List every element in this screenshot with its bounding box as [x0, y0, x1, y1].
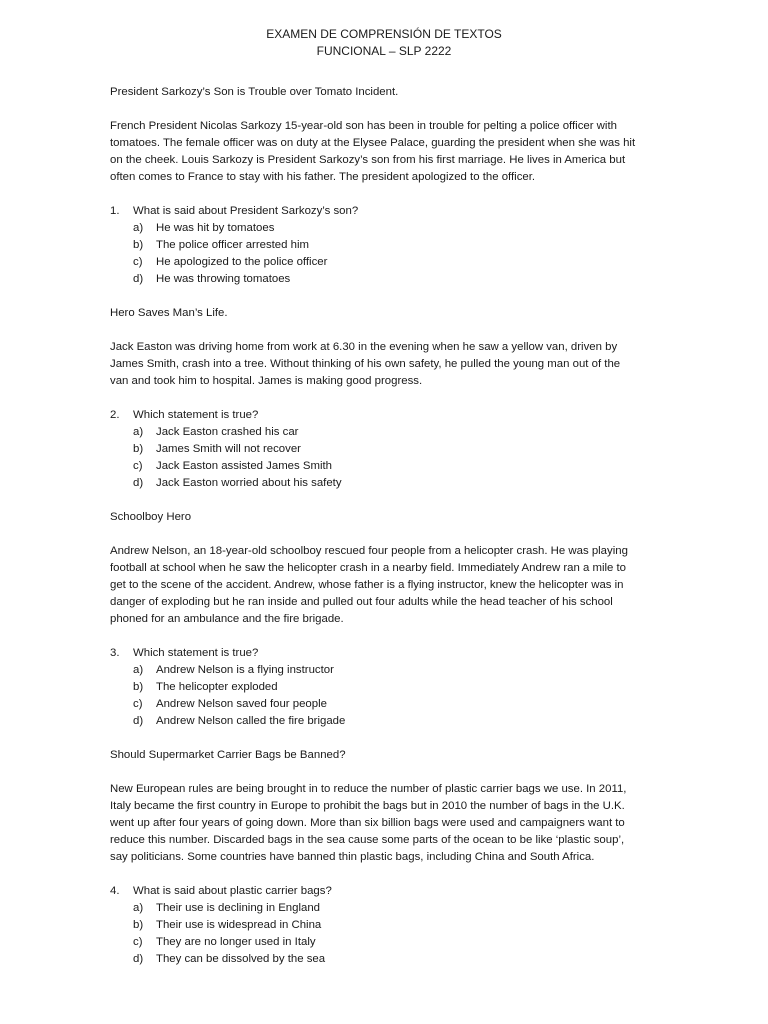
- option-text: Jack Easton assisted James Smith: [156, 460, 332, 472]
- option-item: [133, 271, 658, 288]
- section-title: Schoolboy Hero: [110, 511, 192, 523]
- section-1: [110, 84, 658, 288]
- question-1: [110, 203, 658, 288]
- paragraph-line: Italy became the first country in Europe to prohibit the bags but in 2010 the number of bags in the U.K.: [110, 800, 625, 812]
- option-letter: d): [133, 273, 144, 285]
- header-line-1: EXAMEN DE COMPRENSIÓN DE TEXTOS: [266, 27, 502, 41]
- option-item: [133, 951, 658, 968]
- option-item: [133, 254, 658, 271]
- paragraph-line: reduce this number. Discarded bags in the sea cause some parts of the ocean to be like ‘plastic soup’,: [110, 834, 625, 846]
- paragraph-line: football at school when he saw the helicopter crash in a nearby field. Immediately Andrew ran a mile to: [110, 562, 627, 574]
- option-item: [133, 900, 658, 917]
- question-stem: [110, 203, 658, 220]
- option-letter: a): [133, 426, 144, 438]
- paragraph-line: get to the scene of the accident. Andrew, whose father is a flying instructor, knew the helicopter was in: [110, 579, 624, 591]
- question-stem: [110, 407, 658, 424]
- paragraph-line: danger of exploding but he ran inside and pulled out four adults while the head teacher of his school: [110, 596, 613, 608]
- option-text: Their use is widespread in China: [156, 919, 322, 931]
- question-text: What is said about President Sarkozy’s son?: [133, 205, 359, 217]
- option-letter: d): [133, 953, 144, 965]
- option-list: [133, 220, 658, 288]
- question-number: 4.: [110, 885, 120, 897]
- paragraph-line: James Smith, crash into a tree. Without thinking of his own safety, he pulled the young man out of the: [110, 358, 621, 370]
- option-letter: a): [133, 664, 144, 676]
- option-text: Jack Easton crashed his car: [156, 426, 299, 438]
- option-text: Jack Easton worried about his safety: [156, 477, 342, 489]
- paragraph-line: went up after four years of going down. More than six billion bags were used and campaigners want to: [110, 817, 625, 829]
- option-letter: c): [133, 460, 143, 472]
- question-4: [110, 883, 658, 968]
- option-item: [133, 917, 658, 934]
- option-text: The helicopter exploded: [156, 681, 278, 693]
- option-text: The police officer arrested him: [156, 239, 310, 251]
- option-list: [133, 662, 658, 730]
- option-text: Andrew Nelson is a flying instructor: [156, 664, 334, 676]
- paragraph-line: van and took him to hospital. James is making good progress.: [110, 375, 423, 387]
- option-letter: c): [133, 698, 143, 710]
- option-item: [133, 237, 658, 254]
- paragraph-line: phoned for an ambulance and the fire brigade.: [110, 613, 344, 625]
- option-text: He was hit by tomatoes: [156, 222, 275, 234]
- section-paragraph: [110, 543, 658, 628]
- option-letter: b): [133, 443, 144, 455]
- option-text: He apologized to the police officer: [156, 256, 328, 268]
- question-2: [110, 407, 658, 492]
- paragraph-line: often comes to France to stay with his father. The president apologized to the officer.: [110, 171, 536, 183]
- question-text: What is said about plastic carrier bags?: [133, 885, 332, 897]
- paragraph-line: Andrew Nelson, an 18-year-old schoolboy rescued four people from a helicopter crash. He was playing: [110, 545, 628, 557]
- page-content: [110, 26, 658, 985]
- option-item: [133, 475, 658, 492]
- option-text: James Smith will not recover: [156, 443, 301, 455]
- question-stem: [110, 645, 658, 662]
- question-number: 1.: [110, 205, 120, 217]
- question-text: Which statement is true?: [133, 409, 259, 421]
- section-paragraph: [110, 118, 658, 186]
- option-item: [133, 679, 658, 696]
- question-number: 2.: [110, 409, 120, 421]
- option-letter: c): [133, 936, 143, 948]
- option-item: [133, 934, 658, 951]
- option-list: [133, 900, 658, 968]
- paragraph-line: New European rules are being brought in to reduce the number of plastic carrier bags we use. In 2011,: [110, 783, 627, 795]
- option-letter: b): [133, 919, 144, 931]
- section-paragraph: [110, 339, 658, 390]
- paragraph-line: on the cheek. Louis Sarkozy is President Sarkozy’s son from his first marriage. He lives in America but: [110, 154, 626, 166]
- section-4: [110, 747, 658, 968]
- section-title: Should Supermarket Carrier Bags be Banned?: [110, 749, 346, 761]
- option-item: [133, 713, 658, 730]
- option-letter: a): [133, 902, 144, 914]
- option-letter: b): [133, 239, 144, 251]
- option-letter: d): [133, 715, 144, 727]
- option-letter: c): [133, 256, 143, 268]
- option-text: Andrew Nelson saved four people: [156, 698, 327, 710]
- paragraph-line: Jack Easton was driving home from work at 6.30 in the evening when he saw a yellow van, driven by: [110, 341, 618, 353]
- paragraph-line: tomatoes. The female officer was on duty at the Elysee Palace, guarding the president when she was hit: [110, 137, 636, 149]
- option-item: [133, 458, 658, 475]
- option-item: [133, 696, 658, 713]
- section-3: [110, 509, 658, 730]
- option-text: Their use is declining in England: [156, 902, 320, 914]
- option-item: [133, 424, 658, 441]
- question-number: 3.: [110, 647, 120, 659]
- option-text: He was throwing tomatoes: [156, 273, 291, 285]
- paragraph-line: say politicians. Some countries have banned thin plastic bags, including China and South Africa.: [110, 851, 595, 863]
- option-list: [133, 424, 658, 492]
- question-stem: [110, 883, 658, 900]
- section-paragraph: [110, 781, 658, 866]
- exam-header: [110, 26, 658, 59]
- option-letter: b): [133, 681, 144, 693]
- option-text: They are no longer used in Italy: [156, 936, 316, 948]
- option-text: They can be dissolved by the sea: [156, 953, 326, 965]
- question-text: Which statement is true?: [133, 647, 259, 659]
- option-item: [133, 662, 658, 679]
- option-item: [133, 220, 658, 237]
- header-line-2: FUNCIONAL – SLP 2222: [316, 43, 452, 58]
- section-title: Hero Saves Man’s Life.: [110, 307, 228, 319]
- option-text: Andrew Nelson called the fire brigade: [156, 715, 346, 727]
- paragraph-line: French President Nicolas Sarkozy 15-year-old son has been in trouble for pelting a police officer with: [110, 120, 617, 132]
- option-letter: a): [133, 222, 144, 234]
- question-3: [110, 645, 658, 730]
- option-letter: d): [133, 477, 144, 489]
- section-2: [110, 305, 658, 492]
- option-item: [133, 441, 658, 458]
- section-title: President Sarkozy’s Son is Trouble over Tomato Incident.: [110, 86, 399, 98]
